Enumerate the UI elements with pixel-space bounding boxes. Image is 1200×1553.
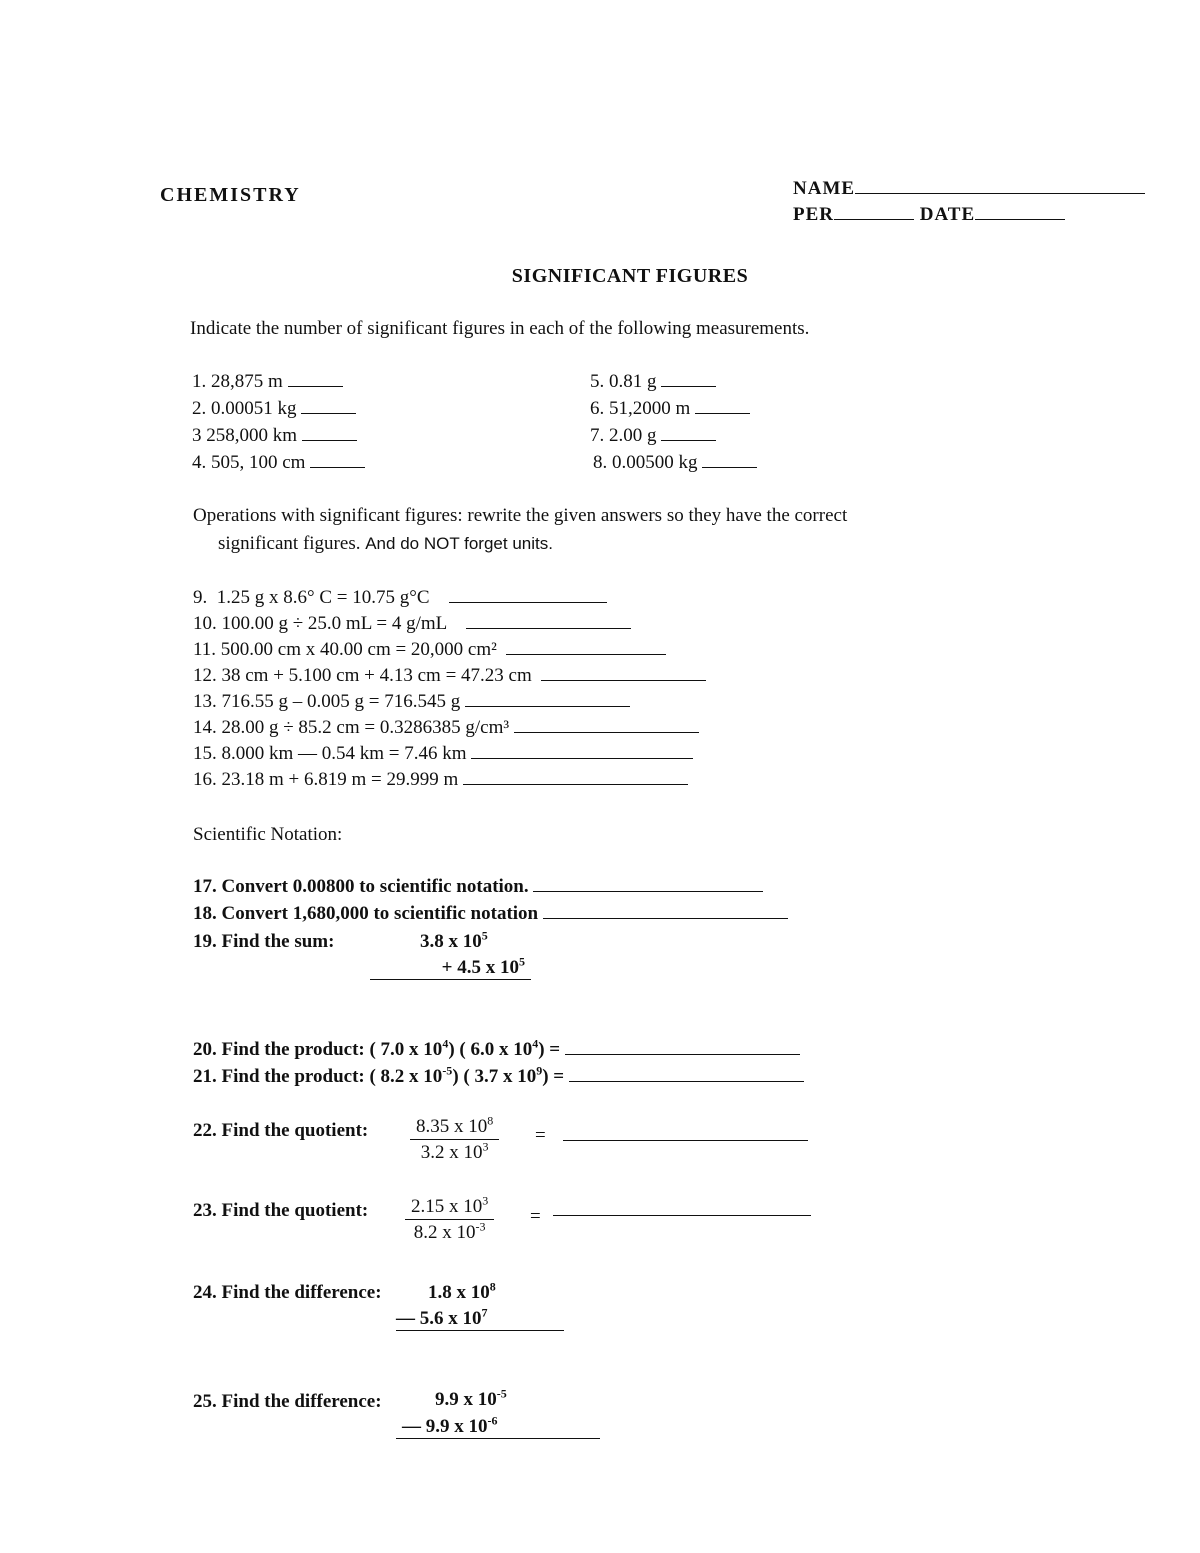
question-21: 21. Find the product: ( 8.2 x $10^{-5}$) ( 3.7 x $10^9$) = xyxy=(193,1066,804,1088)
q25-bottom: — 9.9 x $10^{-6}$ xyxy=(396,1416,600,1439)
question-24-label: 24. Find the difference: xyxy=(193,1282,382,1303)
q24-bottom: — 5.6 x $10^7$ xyxy=(396,1308,564,1331)
name-label: NAME xyxy=(793,178,856,199)
list-item: 5. 0.81 g xyxy=(590,371,716,393)
date-label: DATE xyxy=(919,204,976,225)
answer-blank[interactable] xyxy=(301,412,356,414)
list-item: 6. 51,2000 m xyxy=(590,398,750,420)
question-17: 17. Convert 0.00800 to scientific notation. xyxy=(193,876,763,898)
answer-blank[interactable] xyxy=(449,601,607,603)
answer-blank[interactable] xyxy=(471,757,693,759)
units-note: And do NOT forget units. xyxy=(365,534,553,553)
list-item: 12. 38 cm + 5.100 cm + 4.13 cm = 47.23 cm xyxy=(193,665,706,687)
list-item: 14. 28.00 g ÷ 85.2 cm = 0.3286385 g/cm³ xyxy=(193,717,699,739)
section1-instruction: Indicate the number of significant figures in each of the following measurements. xyxy=(190,318,810,339)
per-date-row xyxy=(793,204,1065,226)
question-20: 20. Find the product: ( 7.0 x $10^4$) ( 6.0 x $10^4$) = xyxy=(193,1039,800,1061)
answer-blank[interactable] xyxy=(661,385,716,387)
q22-fraction: $\frac{8.35 x 10^8}{3.2 x 10^3}$ xyxy=(410,1116,499,1164)
course-title: CHEMISTRY xyxy=(160,184,301,206)
q25-top: 9.9 x $10^{-5}$ xyxy=(435,1386,507,1410)
page-title: SIGNIFICANT FIGURES xyxy=(511,265,749,287)
list-item: 1. 28,875 m xyxy=(192,371,343,393)
list-item: 11. 500.00 cm x 40.00 cm = 20,000 cm² xyxy=(193,639,666,661)
list-item: 3 258,000 km xyxy=(192,425,357,447)
answer-blank[interactable] xyxy=(553,1215,811,1216)
name-row xyxy=(793,178,1145,200)
answer-blank[interactable] xyxy=(569,1080,804,1082)
answer-blank[interactable] xyxy=(310,466,365,468)
answer-blank[interactable] xyxy=(541,679,706,681)
answer-blank[interactable] xyxy=(302,439,357,441)
list-item: 2. 0.00051 kg xyxy=(192,398,356,420)
equals-sign: = xyxy=(535,1125,546,1146)
q19-top: 3.8 x $10^5$ xyxy=(420,928,488,952)
section2-instruction: Operations with significant figures: rewrite the given answers so they have the correct xyxy=(193,505,848,526)
answer-blank[interactable] xyxy=(533,890,763,892)
list-item: 8. 0.00500 kg xyxy=(593,452,757,474)
name-blank[interactable] xyxy=(855,192,1145,194)
answer-blank[interactable] xyxy=(506,653,666,655)
list-item: 15. 8.000 km — 0.54 km = 7.46 km xyxy=(193,743,693,765)
q23-fraction: $\frac{2.15 x 10^3}{8.2 x 10^{-3}}$ xyxy=(405,1196,494,1244)
question-25-label: 25. Find the difference: xyxy=(193,1391,382,1412)
per-blank[interactable] xyxy=(834,218,914,220)
list-item: 13. 716.55 g – 0.005 g = 716.545 g xyxy=(193,691,630,713)
answer-blank[interactable] xyxy=(463,783,688,785)
list-item: 9. 1.25 g x 8.6° C = 10.75 g°C xyxy=(193,587,607,609)
answer-blank[interactable] xyxy=(563,1140,808,1141)
q19-bottom: + 4.5 x $10^5$ xyxy=(370,957,531,980)
section3-heading: Scientific Notation: xyxy=(193,824,343,845)
question-18: 18. Convert 1,680,000 to scientific notation xyxy=(193,903,788,925)
answer-blank[interactable] xyxy=(466,627,631,629)
question-19-label: 19. Find the sum: xyxy=(193,931,335,952)
question-22-label: 22. Find the quotient: xyxy=(193,1120,369,1141)
list-item: 7. 2.00 g xyxy=(590,425,716,447)
answer-blank[interactable] xyxy=(465,705,630,707)
list-item: 16. 23.18 m + 6.819 m = 29.999 m xyxy=(193,769,688,791)
section2-instruction-line2: significant figures. And do NOT forget units. xyxy=(218,533,553,554)
answer-blank[interactable] xyxy=(661,439,716,441)
answer-blank[interactable] xyxy=(288,385,343,387)
answer-blank[interactable] xyxy=(565,1053,800,1055)
list-item: 4. 505, 100 cm xyxy=(192,452,365,474)
date-blank[interactable] xyxy=(975,218,1065,220)
equals-sign: = xyxy=(530,1206,541,1227)
answer-blank[interactable] xyxy=(702,466,757,468)
per-label: PER xyxy=(793,204,834,225)
answer-blank[interactable] xyxy=(695,412,750,414)
answer-blank[interactable] xyxy=(514,731,699,733)
q24-top: 1.8 x $10^8$ xyxy=(428,1279,496,1303)
answer-blank[interactable] xyxy=(543,917,788,919)
question-23-label: 23. Find the quotient: xyxy=(193,1200,369,1221)
list-item: 10. 100.00 g ÷ 25.0 mL = 4 g/mL xyxy=(193,613,631,635)
